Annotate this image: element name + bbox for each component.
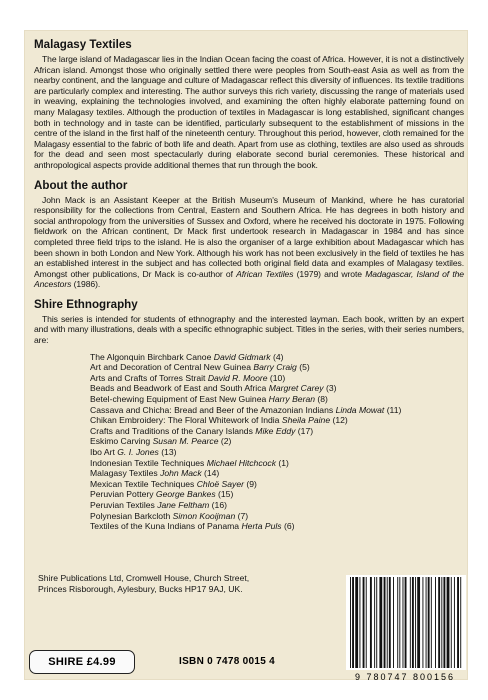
series-title-name: Polynesian Barkcloth [90, 510, 171, 521]
barcode-bar [435, 577, 436, 668]
series-title-item [90, 447, 464, 458]
series-title-item [90, 352, 464, 363]
barcode-bar [431, 577, 432, 668]
malagasy-description: The large island of Madagascar lies in the Indian Ocean facing the coast of Africa. However, it is not a distinctively African island. Amongst those who originally settled there were peoples from South-east Asia as well as from the nearby continent, and the language and culture of Madagascar reflect this diversity of influences. Its textile traditions are particularly complex and interesting. The author surveys this rich variety, discussing the range of materials used in weaving, explaining the technologies involved, and examining the often highly elaborate patterning found on many Malagasy textiles. Although the production of textiles in Madagascar is long established, significant changes both in technology and in taste can be identified, particularly subsequent to the establishment of missions in the centre of the island in the first half of the nineteenth century. Throughout this period, however, cloth remained for the Malagasy essential to the fabric of both life and death. Apart from use as clothing, textiles are also used as shrouds for the dead and seen most spectacularly during elaborate second burial ceremonies. These historical and anthropological aspects provide additional themes that run through the book. [34, 54, 464, 170]
series-title-number: (12) [332, 415, 348, 426]
book-title-madagascar: Madagascar, Island of the Ancestors [34, 268, 464, 290]
barcode-bar [352, 577, 354, 668]
publisher-line: Princes Risborough, Aylesbury, Bucks HP17 9AJ, UK. [38, 583, 243, 594]
series-title-list [34, 352, 464, 532]
barcode [346, 575, 466, 670]
barcode-bar [376, 577, 377, 668]
series-title-author: Herta Puls [241, 521, 282, 532]
barcode-bar [417, 577, 420, 668]
barcode-bar [454, 577, 455, 668]
series-title-name: Indonesian Textile Techniques [90, 457, 205, 468]
series-title-author: G. I. Jones [117, 447, 159, 457]
barcode-bar [403, 577, 404, 668]
author-bio-text: (1979) and wrote [293, 268, 366, 279]
series-section [34, 298, 464, 532]
series-title-number: (9) [246, 478, 257, 489]
barcode-bar [399, 577, 400, 668]
author-section [34, 179, 464, 290]
barcode-bar [374, 577, 375, 668]
series-title-number: (16) [211, 499, 227, 510]
series-title-author: Margret Carey [268, 383, 324, 394]
series-title-author: Harry Beran [268, 394, 315, 405]
malagasy-section [34, 38, 464, 171]
series-title-number: (1) [278, 457, 289, 468]
barcode-bar [415, 577, 416, 668]
barcode-bar [359, 577, 360, 668]
book-title-african-textiles: African Textiles [236, 268, 294, 279]
series-title-name: Peruvian Textiles [90, 499, 155, 510]
series-title-item [90, 415, 464, 426]
barcode-bar [397, 577, 398, 668]
section-heading-malagasy: Malagasy Textiles [34, 38, 132, 51]
series-title-item [90, 500, 464, 511]
series-title-item [90, 458, 464, 469]
series-title-name: Cassava and Chicha: Bread and Beer of the Amazonian Indians [90, 404, 334, 415]
series-title-item [90, 479, 464, 490]
series-title-name: Betel-chewing Equipment of East New Guinea [90, 394, 267, 405]
barcode-bar [350, 577, 351, 668]
series-title-name: Peruvian Pottery [90, 489, 154, 500]
series-title-item [90, 362, 464, 373]
series-title-number: (11) [386, 404, 402, 415]
series-title-item [90, 511, 464, 522]
series-title-author: Jane Feltham [157, 499, 210, 510]
barcode-bar [363, 577, 365, 668]
barcode-bar [384, 577, 386, 668]
series-title-author: Barry Craig [253, 362, 297, 373]
series-title-name: Arts and Crafts of Torres Strait [90, 372, 206, 383]
series-title-name: Eskimo Carving [90, 436, 151, 447]
barcode-graphic [346, 575, 466, 670]
author-bio [34, 195, 464, 290]
publisher-address [38, 573, 308, 595]
isbn: ISBN 0 7478 0015 4 [179, 656, 276, 667]
series-title-number: (13) [161, 447, 177, 457]
barcode-bar [355, 577, 358, 668]
series-title-number: (15) [218, 489, 234, 500]
series-title-item [90, 383, 464, 394]
barcode-bar [366, 577, 367, 668]
author-bio-text: John Mack is an Assistant Keeper at the British Museum's Museum of Mankind, where he has curatorial responsibility for the collections from Central, Eastern and Southern Africa. He has degrees in both history and social anthropology from the universities of Sussex and Oxford, where he received his doctorate in 1975. Following fieldwork on the African continent, Dr Mack first undertook research in Madagascar in 1984 and has since completed three field trips to the island. He is also the organiser of a large exhibition about Madagascar which has been shown in both London and New York. Although his work has not been exclusively in the field of textiles he has an established interest in the subject and has collected both original field data and examples of Malagasy textiles. Amongst other publications, Dr Mack is co-author of [34, 194, 464, 279]
barcode-bar [410, 577, 411, 668]
series-title-name: Crafts and Traditions of the Canary Islands [90, 425, 253, 436]
series-title-author: Linda Mowat [335, 404, 385, 415]
series-title-author: Chloë Sayer [196, 478, 244, 489]
series-title-number: (6) [283, 521, 295, 532]
series-title-number: (7) [237, 510, 249, 521]
series-title-author: Sheila Paine [281, 415, 331, 426]
barcode-bar [438, 577, 440, 668]
barcode-bar [443, 577, 445, 668]
series-title-item [90, 394, 464, 405]
series-title-item [90, 521, 464, 532]
series-title-number: (8) [317, 394, 328, 405]
barcode-bar [426, 577, 427, 668]
series-title-author: Mike Eddy [255, 425, 296, 436]
series-title-number: (10) [269, 372, 286, 383]
series-title-name: Chikan Embroidery: The Floral Whitework of India [90, 415, 280, 426]
barcode-bar [441, 577, 442, 668]
barcode-bar [428, 577, 430, 668]
barcode-bar [412, 577, 414, 668]
series-title-item [90, 468, 464, 479]
series-title-name: Art and Decoration of Central New Guinea [90, 362, 251, 373]
series-title-name: Textiles of the Kuna Indians of Panama [90, 521, 240, 532]
series-title-item [90, 373, 464, 384]
barcode-bar [460, 577, 461, 668]
series-title-author: George Bankes [155, 489, 216, 500]
series-title-author: John Mack [160, 468, 202, 479]
publisher-line: Shire Publications Ltd, Cromwell House, Church Street, [38, 573, 250, 583]
series-title-number: (17) [297, 425, 314, 436]
barcode-number: 9 780747 800156 [354, 672, 456, 682]
barcode-bar [370, 577, 372, 668]
series-title-number: (5) [299, 362, 310, 373]
series-title-number: (3) [326, 383, 337, 394]
price-label: SHIRE £4.99 [29, 650, 135, 674]
barcode-bar [451, 577, 452, 668]
series-title-item [90, 436, 464, 447]
series-title-author: David R. Moore [207, 372, 268, 383]
series-title-author: Michael Hitchcock [206, 457, 276, 468]
series-title-name: Mexican Textile Techniques [90, 478, 195, 489]
series-title-number: (14) [204, 468, 220, 479]
barcode-bar [457, 577, 459, 668]
author-bio-text: (1986). [71, 279, 101, 290]
series-description: This series is intended for students of ethnography and the interested layman. Each book, written by an expert and with many illustrations, deals with a specific ethnographic subject. Titles in the series, with their series numbers, are: [34, 313, 464, 346]
barcode-bar [393, 577, 394, 668]
section-heading-author: About the author [34, 178, 128, 192]
barcode-bar [405, 577, 407, 668]
series-title-item [90, 405, 464, 416]
barcode-bar [422, 577, 423, 668]
series-title-item [90, 426, 464, 437]
series-title-author: Simon Kooijman [172, 510, 236, 521]
barcode-bar [379, 577, 382, 668]
barcode-bar [447, 577, 450, 668]
series-title-number: (2) [220, 436, 232, 447]
series-title-item [90, 489, 464, 500]
barcode-bar [389, 577, 391, 668]
series-title-author: David Gidmark [213, 351, 271, 362]
series-title-name: Malagasy Textiles [90, 468, 158, 479]
series-title-name: Ibo Art [90, 447, 115, 457]
section-heading-series: Shire Ethnography [34, 297, 138, 311]
series-title-author: Susan M. Pearce [152, 436, 219, 447]
series-title-name: Beads and Beadwork of East and South Africa [90, 383, 267, 394]
barcode-bar [387, 577, 388, 668]
series-title-name: The Algonquin Birchbark Canoe [90, 351, 212, 362]
series-title-number: (4) [272, 351, 284, 362]
cover-text [34, 38, 464, 540]
